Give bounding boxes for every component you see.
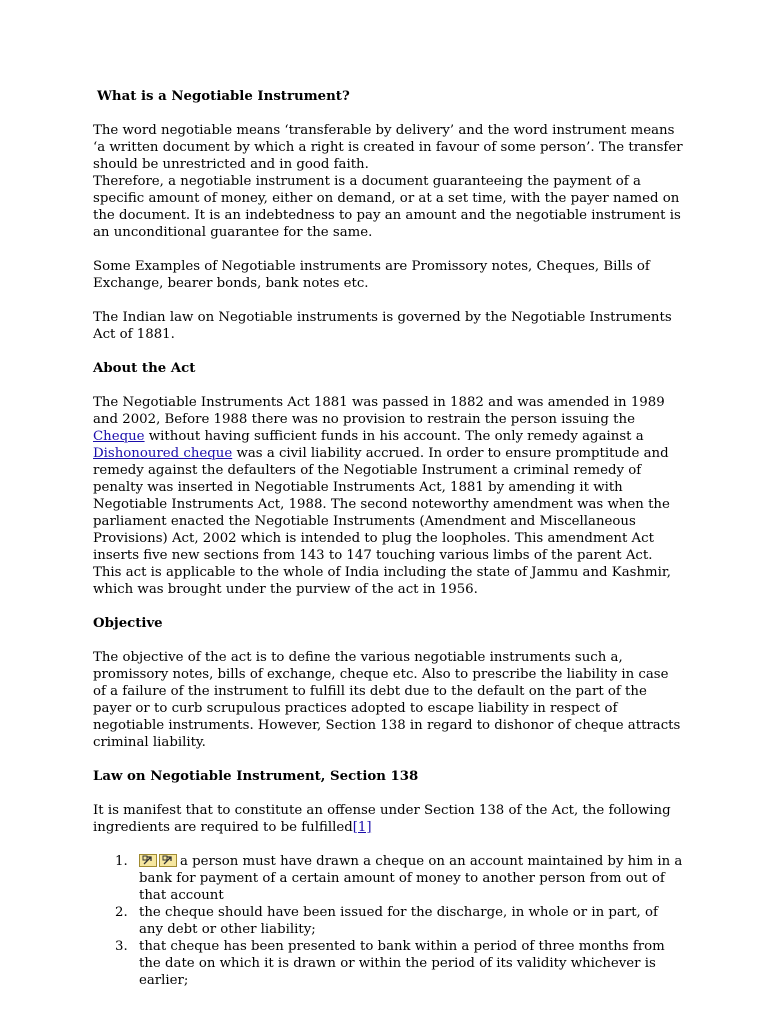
indian-law-paragraph: The Indian law on Negotiable instruments is governed by the Negotiable Instruments Act of 1881. xyxy=(93,310,672,342)
objective-paragraph: The objective of the act is to define the various negotiable instruments such a, promissory notes, bills of exchange, cheque etc. Also to prescribe the liability in case of a failure of the instrument to fulfill its debt due to the default on the part of the payer or to curb scrupulous practices adopted to escape liability in respect of negotiable instruments. However, Section 138 in regard to dishonor of cheque attracts criminal liability. xyxy=(93,650,681,750)
about-heading: About the Act xyxy=(93,361,196,376)
footnote-link[interactable]: [1] xyxy=(352,820,372,835)
ole-object-icon[interactable] xyxy=(139,854,157,867)
list-item-text: the cheque should have been issued for the discharge, in whole or in part, of any debt or other liability; xyxy=(139,905,658,937)
about-text-3: was a civil liability accrued. In order to ensure promptitude and remedy against the defaulters of the Negotiable Instrument a criminal remedy of penalty was inserted in Negotiable Instruments Act, 1881 by amending it with Negotiable Instruments Act, 1988. The second noteworthy amendment was when the parliament enacted the Negotiable Instruments (Amendment and Miscellaneous Provisions) Act, 2002 which is intended to plug the loopholes. This amendment Act inserts five new sections from 143 to 147 touching various limbs of the parent Act. This act is applicable to the whole of India including the state of Jammu and Kashmir, which was brought under the purview of the act in 1956. xyxy=(93,446,672,597)
list-item xyxy=(93,853,683,904)
section-138-heading: Law on Negotiable Instrument, Section 138 xyxy=(93,769,419,784)
section-138-intro-text: It is manifest that to constitute an offense under Section 138 of the Act, the following ingredients are required to be fulfilled xyxy=(93,803,671,835)
intro-paragraph xyxy=(93,122,683,241)
list-item-text: that cheque has been presented to bank within a period of three months from the date on which it is drawn or within the period of its validity whichever is earlier; xyxy=(139,939,665,988)
page-title: What is a Negotiable Instrument? xyxy=(97,89,350,104)
intro-text-1: The word negotiable means ‘transferable by delivery’ and the word instrument means ‘a written document by which a right is created in favour of some person’. The transfer should be unrestricted and in good faith. xyxy=(93,123,683,172)
about-text-1: The Negotiable Instruments Act 1881 was passed in 1882 and was amended in 1989 and 2002, Before 1988 there was no provision to restrain the person issuing the xyxy=(93,395,665,427)
examples-paragraph: Some Examples of Negotiable instruments are Promissory notes, Cheques, Bills of Exchange, bearer bonds, bank notes etc. xyxy=(93,259,650,291)
section-138-intro xyxy=(93,802,683,836)
cheque-link[interactable]: Cheque xyxy=(93,429,145,444)
ole-object-icon[interactable] xyxy=(159,854,177,867)
list-item-number: 3. xyxy=(115,939,128,954)
list-item xyxy=(93,938,683,989)
about-paragraph xyxy=(93,394,683,598)
list-item-number: 1. xyxy=(115,854,128,869)
requirements-list xyxy=(93,853,683,989)
about-text-2: without having sufficient funds in his account. The only remedy against a xyxy=(144,429,644,444)
list-item-text: a person must have drawn a cheque on an account maintained by him in a bank for payment of a certain amount of money to another person from out of that account xyxy=(139,854,683,903)
document-body xyxy=(93,88,683,989)
ole-object-icons xyxy=(139,854,179,867)
dishonoured-cheque-link[interactable]: Dishonoured cheque xyxy=(93,446,233,461)
list-item-number: 2. xyxy=(115,905,128,920)
list-item xyxy=(93,904,683,938)
objective-heading: Objective xyxy=(93,616,163,631)
intro-text-2: Therefore, a negotiable instrument is a document guaranteeing the payment of a specific amount of money, either on demand, or at a set time, with the payer named on the document. It is an indebtedness to pay an amount and the negotiable instrument is an unconditional guarantee for the same. xyxy=(93,174,681,240)
